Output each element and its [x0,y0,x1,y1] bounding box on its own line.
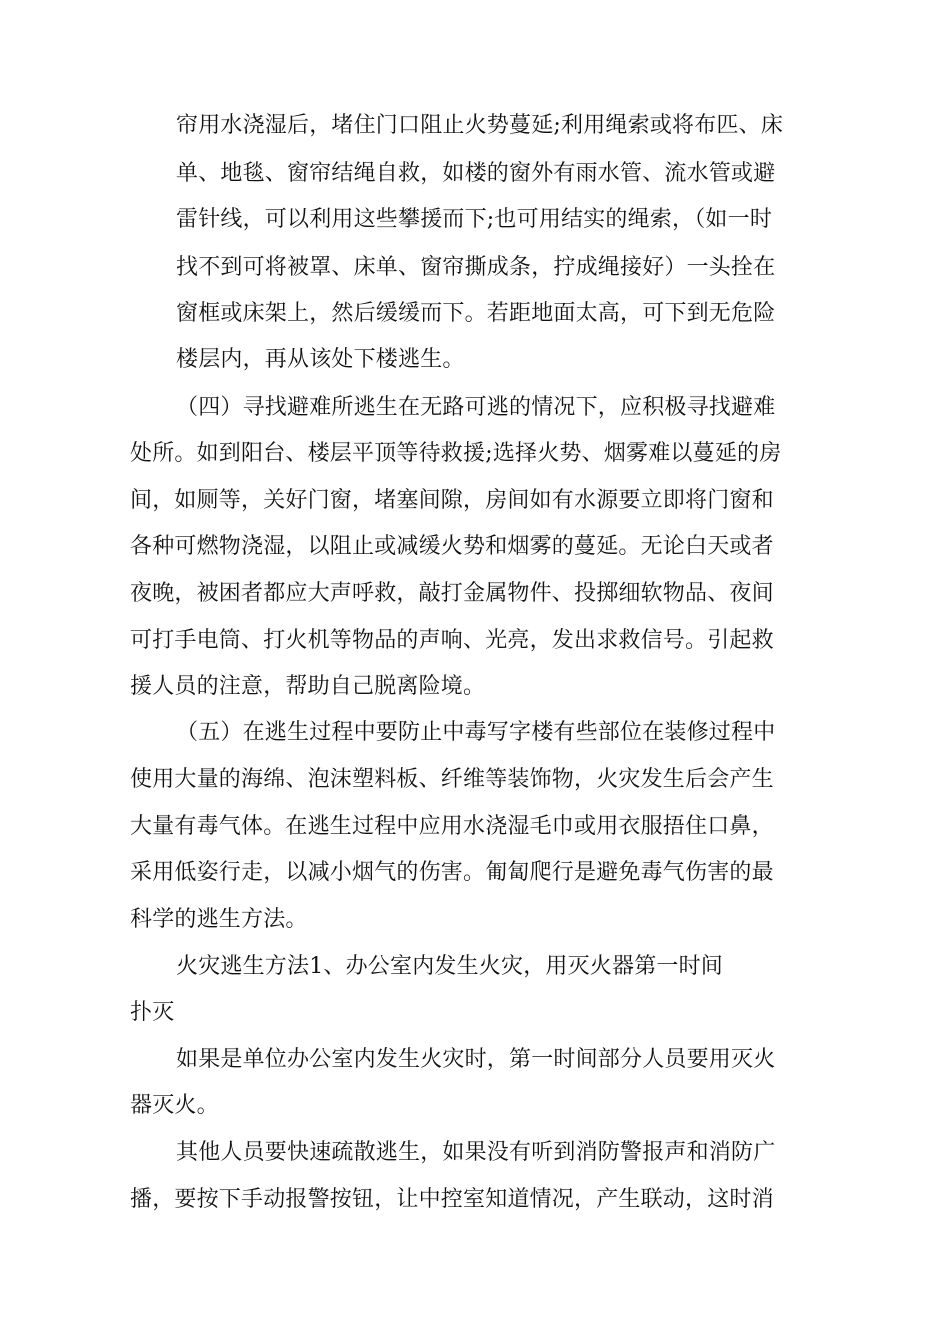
text-line: 火灾逃生方法1、办公室内发生火灾，用灭火器第一时间 [176,954,723,979]
text-line: 雷针线，可以利用这些攀援而下;也可用结实的绳索，（如一时 [176,207,773,232]
text-line: 夜晚，被困者都应大声呼救，敲打金属物件、投掷细软物品、夜间 [130,581,774,606]
text-line: 找不到可将被罩、床单、窗帘撕成条，拧成绳接好）一头拴在 [176,255,776,280]
text-line: 单、地毯、窗帘结绳自救，如楼的窗外有雨水管、流水管或避 [176,161,776,186]
text-line: 采用低姿行走，以减小烟气的伤害。匍匐爬行是避免毒气伤害的最 [130,860,774,885]
text-line: 帘用水浇湿后，堵住门口阻止火势蔓延;利用绳索或将布匹、床 [176,113,784,138]
text-line: 扑灭 [130,1000,175,1025]
text-line: 窗框或床架上，然后缓缓而下。若距地面太高，可下到无危险 [176,301,776,326]
text-line: 可打手电筒、打火机等物品的声响、光亮，发出求救信号。引起救 [130,628,774,653]
text-line: 各种可燃物浇湿，以阻止或减缓火势和烟雾的蔓延。无论白天或者 [130,534,774,559]
text-line: 科学的逃生方法。 [130,907,308,932]
text-line: 使用大量的海绵、泡沫塑料板、纤维等装饰物，火灾发生后会产生 [130,767,774,792]
text-line: 间，如厕等，关好门窗，堵塞间隙，房间如有水源要立即将门窗和 [130,488,774,513]
text-line: （五）在逃生过程中要防止中毒写字楼有些部位在装修过程中 [176,720,776,745]
text-line: 如果是单位办公室内发生火灾时，第一时间部分人员要用灭火 [176,1047,776,1072]
text-line: 其他人员要快速疏散逃生，如果没有听到消防警报声和消防广 [176,1140,776,1165]
text-line: 处所。如到阳台、楼层平顶等待救援;选择火势、烟雾难以蔓延的房 [130,441,782,466]
text-line: （四）寻找避难所逃生在无路可逃的情况下，应积极寻找避难 [176,395,776,420]
text-line: 器灭火。 [130,1093,219,1118]
text-line: 援人员的注意，帮助自己脱离险境。 [130,674,486,699]
text-line: 大量有毒气体。在逃生过程中应用水浇湿毛巾或用衣服捂住口鼻， [130,814,774,839]
text-line: 播，要按下手动报警按钮，让中控室知道情况，产生联动，这时消 [130,1187,774,1212]
text-line: 楼层内，再从该处下楼逃生。 [176,347,465,372]
